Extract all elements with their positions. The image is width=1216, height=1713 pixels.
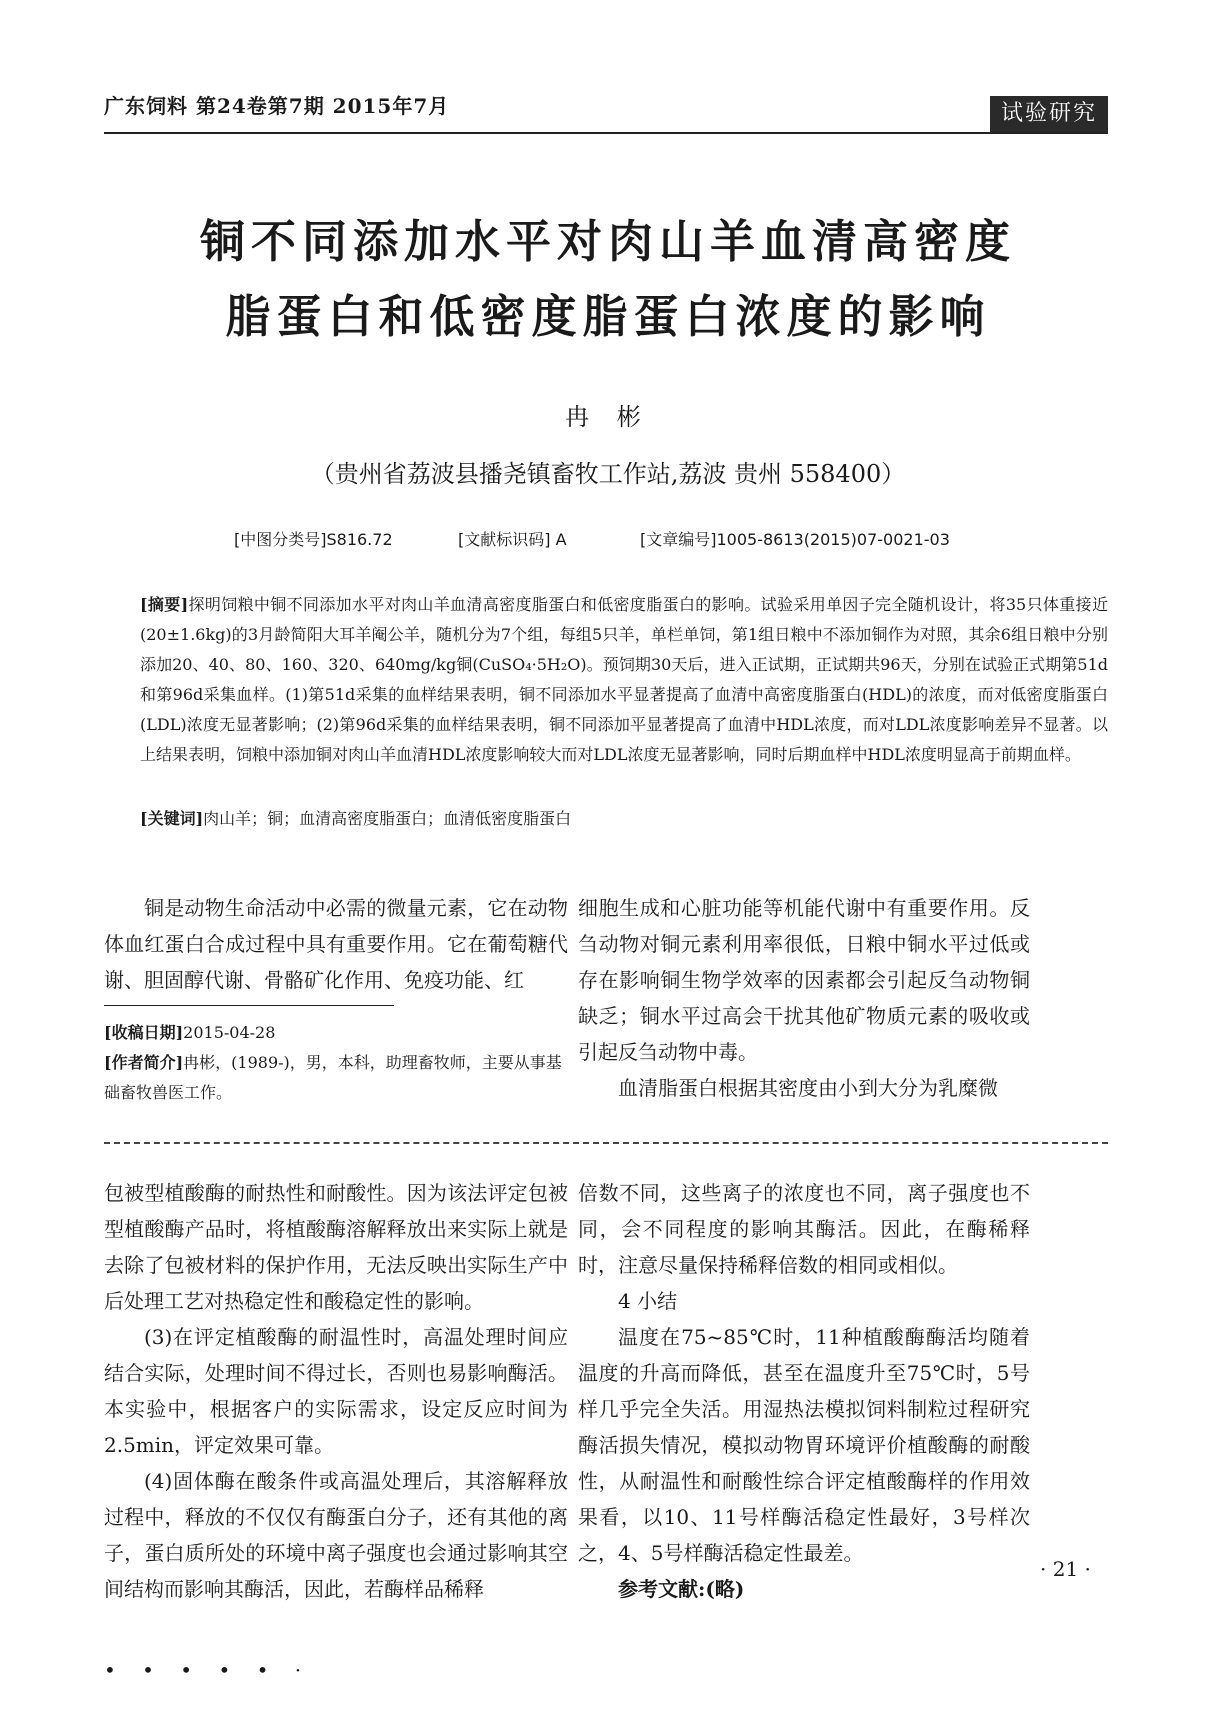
author-bio: [作者简介]冉彬，(1989-)，男，本科，助理畜牧师，主要从事基础畜牧兽医工作。 xyxy=(104,1053,562,1102)
received-date: [收稿日期]2015-04-28 xyxy=(104,1023,276,1042)
body-right-column xyxy=(578,890,1030,1106)
abstract xyxy=(140,590,1108,770)
keywords-text: 肉山羊；铜；血清高密度脂蛋白；血清低密度脂蛋白 xyxy=(203,809,572,828)
body-paragraph: 细胞生成和心脏功能等机能代谢中有重要作用。反刍动物对铜元素利用率很低，日粮中铜水平过低或存在影响铜生物学效率的因素都会引起反刍动物铜缺乏；铜水平过高会干扰其他矿物质元素的吸收或引起反刍动物中毒。 xyxy=(578,896,1030,1064)
clc-number: [中图分类号]S816.72 xyxy=(234,530,393,549)
body-paragraph: 包被型植酸酶的耐热性和耐酸性。因为该法评定包被型植酸酶产品时，将植酸酶溶解释放出来实际上就是去除了包被材料的保护作用，无法反映出实际生产中后处理工艺对热稳定性和酸稳定性的影响。 xyxy=(104,1181,568,1313)
article-number: [文章编号]1005-8613(2015)07-0021-03 xyxy=(640,530,950,549)
journal-header: 广东饲料 第24卷第7期 2015年7月 xyxy=(104,94,450,118)
prev-article-left-column xyxy=(104,1175,568,1607)
section-heading: 4 小结 xyxy=(618,1289,678,1313)
footer-dots: • • • • • · xyxy=(104,1658,312,1682)
prev-article-right-column xyxy=(578,1175,1030,1607)
body-paragraph: (3)在评定植酸酶的耐温性时，高温处理时间应结合实际，处理时间不得过长，否则也易影响酶活。本实验中，根据客户的实际需求，设定反应时间为2.5min，评定效果可靠。 xyxy=(104,1325,568,1457)
references: 参考文献:(略) xyxy=(618,1577,745,1601)
doc-code: [文献标识码] A xyxy=(458,530,567,549)
body-paragraph: 铜是动物生命活动中必需的微量元素，它在动物体血红蛋白合成过程中具有重要作用。它在葡萄糖代谢、胆固醇代谢、骨骼矿化作用、免疫功能、红 xyxy=(104,896,568,992)
header-rule xyxy=(104,132,1108,134)
abstract-label: [摘要] xyxy=(140,595,189,614)
affiliation: （贵州省荔波县播尧镇畜牧工作站,荔波 贵州 558400） xyxy=(310,460,906,488)
body-paragraph: 血清脂蛋白根据其密度由小到大分为乳糜微 xyxy=(618,1076,998,1100)
keywords-label: [关键词] xyxy=(140,809,204,828)
author: 冉 彬 xyxy=(565,403,651,431)
body-left-column xyxy=(104,890,568,998)
body-paragraph: (4)固体酶在酸条件或高温处理后，其溶解释放过程中，释放的不仅仅有酶蛋白分子，还有其他的离子，蛋白质所处的环境中离子强度也会通过影响其空间结构而影响其酶活，因此，若酶样品稀释 xyxy=(104,1469,568,1601)
section-tag: 试验研究 xyxy=(990,96,1108,132)
article-title-line2: 脂蛋白和低密度脂蛋白浓度的影响 xyxy=(225,290,991,343)
body-paragraph: 温度在75~85℃时，11种植酸酶酶活均随着温度的升高而降低，甚至在温度升至75℃时，5号样几乎完全失活。用湿热法模拟饲料制粒过程研究酶活损失情况，模拟动物胃环境评价植酸酶的耐酸性，从耐温性和耐酸性综合评定植酸酶样的作用效果看，以10、11号样酶活稳定性最好，3号样次之，4、5号样酶活稳定性最差。 xyxy=(578,1325,1030,1565)
body-paragraph: 倍数不同，这些离子的浓度也不同，离子强度也不同，会不同程度的影响其酶活。因此，在酶稀释时，注意尽量保持稀释倍数的相同或相似。 xyxy=(578,1181,1030,1277)
article-separator xyxy=(104,1142,1108,1144)
article-title-line1: 铜不同添加水平对肉山羊血清高密度 xyxy=(199,215,1016,268)
abstract-text: 探明饲粮中铜不同添加水平对肉山羊血清高密度脂蛋白和低密度脂蛋白的影响。试验采用单因子完全随机设计，将35只体重接近(20±1.6kg)的3月龄简阳大耳羊阉公羊，随机分为7个组，每组5只羊，单栏单饲，第1组日粮中不添加铜作为对照，其余6组日粮中分别添加20、40、80、160、320、640mg/kg铜(CuSO₄·5H₂O)。预饲期30天后，进入正试期，正试期共96天，分别在试验正式期第51d和第96d采集血样。(1)第51d采集的血样结果表明，铜不同添加水平显著提高了血清中高密度脂蛋白(HDL)的浓度，而对低密度脂蛋白(LDL)浓度无显著影响；(2)第96d采集的血样结果表明，铜不同添加平显著提高了血清中HDL浓度，而对LDL浓度影响差异不显著。以上结果表明，饲粮中添加铜对肉山羊血清HDL浓度影响较大而对LDL浓度无显著影响，同时后期血样中HDL浓度明显高于前期血样。 xyxy=(140,595,1108,764)
page-number: · 21 · xyxy=(1040,1557,1091,1581)
footnote-rule xyxy=(104,1005,394,1006)
footnote xyxy=(104,1018,564,1108)
keywords xyxy=(140,806,1108,829)
